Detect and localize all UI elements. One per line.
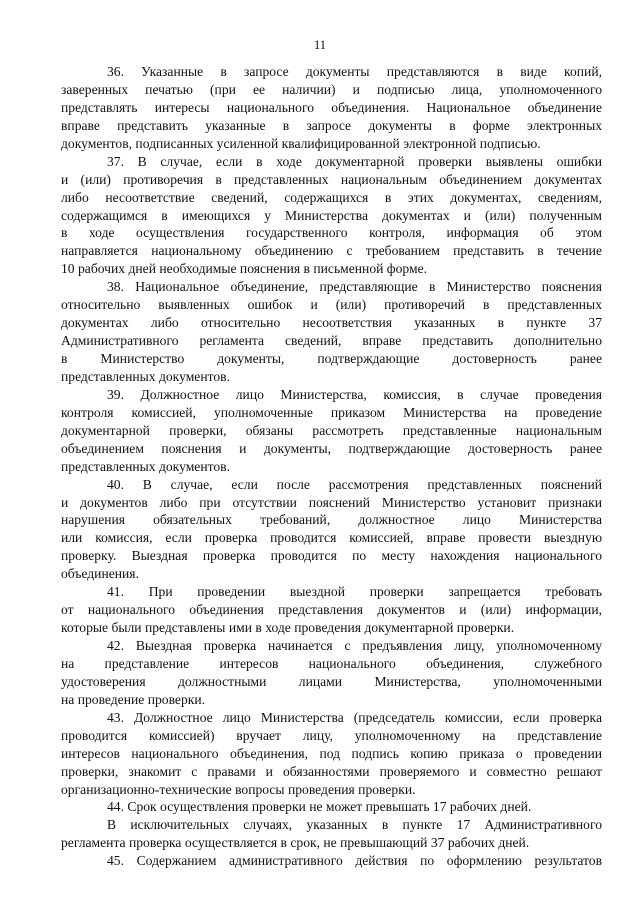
text-line: представленных документов.	[61, 368, 230, 384]
text-line: организационно-технические вопросы проведения проверки.	[61, 781, 416, 797]
text-line: нарушения обязательных требований, должностное лицо Министерства	[61, 512, 602, 528]
text-line: документах либо относительно несоответствия указанных в пункте 37	[61, 315, 602, 331]
text-line: в Министерство документы, подтверждающие достоверность ранее	[61, 351, 602, 366]
text-line: 40. В случае, если после рассмотрения представленных пояснений	[107, 476, 602, 492]
text-line: 45. Содержанием административного действия по оформлению результатов	[107, 853, 602, 869]
text-line: документарной проверки, обязаны рассмотреть представленные национальным	[61, 422, 602, 438]
page-number: 11	[313, 38, 327, 52]
text-line: удостоверения должностными лицами Министерства, уполномоченными	[61, 673, 602, 689]
document-body-text	[61, 63, 602, 870]
text-line: 44. Срок осуществления проверки не может превышать 17 рабочих дней.	[107, 799, 532, 815]
text-line: от национального объединения представления документов и (или) информации,	[61, 602, 602, 618]
text-line: 41. При проведении выездной проверки запрещается требовать	[107, 584, 602, 600]
text-line: заверенных печатью (при ее наличии) и подписью лица, уполномоченного	[61, 81, 602, 97]
text-line: направляется национальному объединению с требованием представить в течение	[61, 243, 602, 259]
text-line: 36. Указанные в запросе документы представляются в виде копий,	[107, 64, 602, 79]
text-line: 38. Национальное объединение, представляющие в Министерство пояснения	[107, 279, 602, 295]
text-line: либо несоответствие сведений, содержащихся в этих документах, сведениям,	[61, 189, 602, 205]
text-line: 43. Должностное лицо Министерства (председатель комиссии, если проверка	[107, 709, 602, 725]
text-line: интересов национального объединения, под подпись копию приказа о проведении	[61, 745, 602, 761]
text-line: документов, подписанных усиленной квалифицированной электронной подписью.	[61, 135, 541, 151]
text-line: представлять интересы национального объединения. Национальное объединение	[61, 99, 602, 115]
text-line: или комиссия, если проверка проводится комиссией, вправе провести выездную	[61, 530, 602, 546]
text-line: на проведение проверки.	[61, 691, 206, 707]
text-line: проверку. Выездная проверка проводится по месту нахождения национального	[61, 548, 602, 564]
text-line: регламента проверка осуществляется в срок, не превышающий 37 рабочих дней.	[61, 835, 530, 851]
text-line: 37. В случае, если в ходе документарной проверки выявлены ошибки	[107, 153, 602, 169]
text-line: 42. Выездная проверка начинается с предъявления лицу, уполномоченному	[107, 638, 602, 653]
text-line: В исключительных случаях, указанных в пункте 17 Административного	[107, 817, 602, 833]
text-line: и (или) противоречия в представленных национальным объединением документах	[61, 171, 602, 187]
text-line: содержащимся в имеющихся у Министерства документах и (или) полученным	[61, 207, 602, 223]
text-line: вправе представить указанные в запросе документы в форме электронных	[61, 117, 602, 133]
text-line: 10 рабочих дней необходимые пояснения в письменной форме.	[61, 261, 428, 277]
text-line: 39. Должностное лицо Министерства, комиссия, в случае проведения	[107, 386, 602, 402]
text-line: представленных документов.	[61, 458, 230, 474]
text-line: проводится комиссией) вручает лицу, уполномоченному на представление	[61, 727, 602, 743]
text-line: которые были представлены ими в ходе проведения документарной проверки.	[61, 620, 515, 636]
text-line: на представление интересов национального объединения, служебного	[61, 655, 602, 671]
text-line: объединением пояснения и документы, подтверждающие достоверность ранее	[61, 440, 602, 456]
text-line: проверки, знакомит с правами и обязанностями проверяемого и совместно решают	[61, 763, 602, 779]
text-line: Административного регламента сведений, вправе представить дополнительно	[61, 333, 602, 349]
text-line: относительно выявленных ошибок и (или) противоречий в представленных	[61, 297, 602, 313]
text-line: объединения.	[61, 566, 139, 582]
text-line: и документов либо при отсутствии пояснений Министерство установит признаки	[61, 494, 602, 510]
text-line: контроля комиссией, уполномоченные приказом Министерства на проведение	[61, 404, 602, 420]
text-line: в ходе осуществления государственного контроля, информация об этом	[61, 225, 602, 241]
